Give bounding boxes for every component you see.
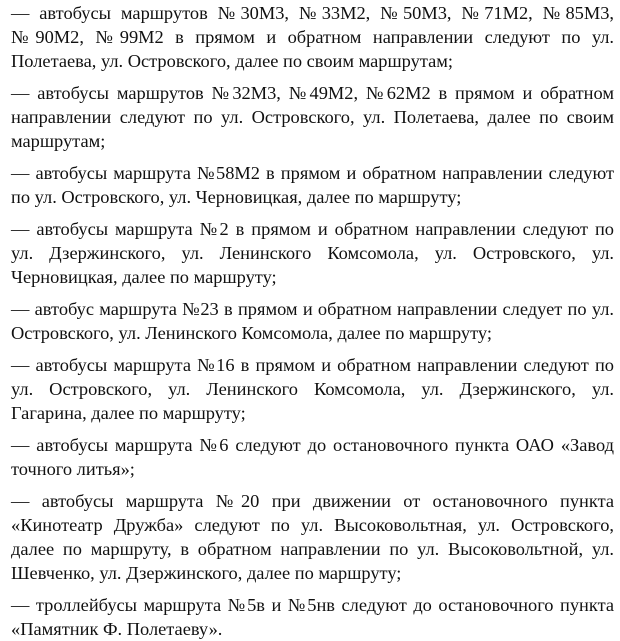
route-paragraph-1: — автобусы маршрутов №30М3, №33М2, №50М3, №71М2, №85М3, №90М2, №99М2 в прямом и обратном направлении следуют по ул. Полетаева, ул. Островского, далее по своим маршрутам; [11, 3, 614, 71]
route-paragraph-6: — автобусы маршрута №16 в прямом и обратном направлении следуют по ул. Островского, ул. Ленинского Комсомола, ул. Дзержинского, ул. Гагарина, далее по маршруту; [11, 355, 614, 423]
route-paragraph-4: — автобусы маршрута №2 в прямом и обратном направлении следуют по ул. Дзержинского, ул. Ленинского Комсомола, ул. Островского, ул. Черновицкая, далее по маршруту; [11, 219, 614, 287]
route-paragraph-9: — троллейбусы маршрута №5в и №5нв следуют до остановочного пункта «Памятник Ф. Полетаеву». [11, 595, 614, 639]
route-paragraph-7: — автобусы маршрута №6 следуют до остановочного пункта ОАО «Завод точного литья»; [11, 435, 614, 479]
route-paragraph-3: — автобусы маршрута №58М2 в прямом и обратном направлении следуют по ул. Островского, ул. Черновицкая, далее по маршруту; [11, 163, 614, 207]
route-paragraph-5: — автобус маршрута №23 в прямом и обратном направлении следует по ул. Островского, ул. Ленинского Комсомола, далее по маршруту; [11, 299, 614, 343]
route-paragraph-2: — автобусы маршрутов №32М3, №49М2, №62М2 в прямом и обратном направлении следуют по ул. Островского, ул. Полетаева, далее по своим маршрутам; [11, 83, 614, 151]
route-paragraph-8: — автобусы маршрута №20 при движении от остановочного пункта «Кинотеатр Дружба» следуют по ул. Высоковольтная, ул. Островского, далее по маршруту, в обратном направлении по ул. Высоковольтной, ул. Шевченко, ул. Дзержинского, далее по маршруту; [11, 491, 614, 583]
